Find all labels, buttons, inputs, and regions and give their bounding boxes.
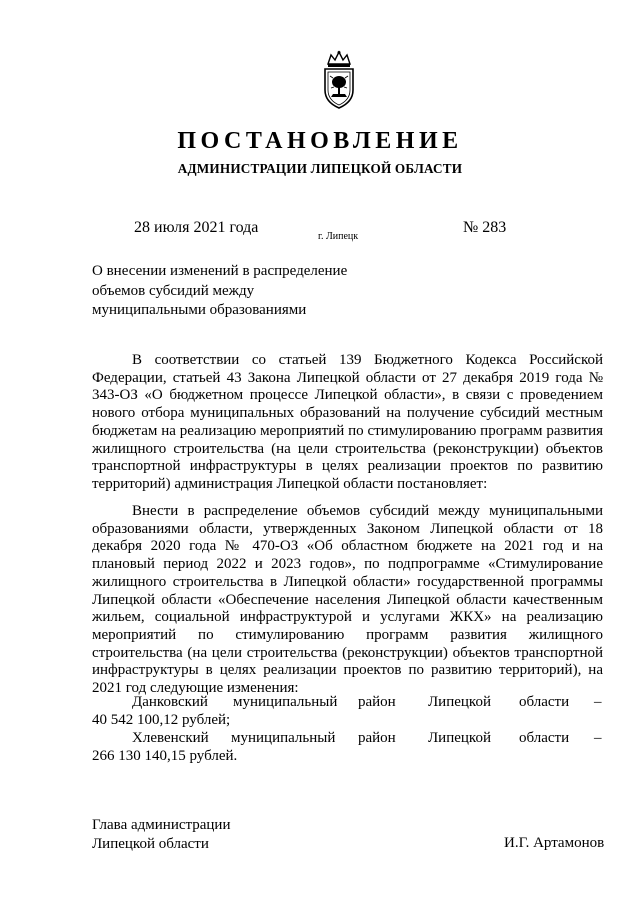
item-word: области xyxy=(519,730,570,746)
document-number: № 283 xyxy=(463,219,507,236)
item-word: муниципальный xyxy=(233,694,338,710)
item-word: Липецкой xyxy=(428,730,491,746)
item-word: Хлевенский xyxy=(132,730,209,746)
item-dash: – xyxy=(594,694,602,710)
item-word: Липецкой xyxy=(428,694,491,710)
signatory-position-line: Глава администрации xyxy=(92,817,231,833)
signatory-name: И.Г. Артамонов xyxy=(504,835,605,851)
item-word: район xyxy=(358,694,396,710)
coat-of-arms-icon xyxy=(318,50,360,110)
item-word: район xyxy=(358,730,396,746)
subject-line: объемов субсидий между xyxy=(92,282,255,299)
item-word: области xyxy=(519,694,570,710)
document-subject xyxy=(92,262,382,321)
body-paragraph-1: В соответствии со статьей 139 Бюджетного Кодекса Российской Федерации, статьей 43 Закона Липецкой области от 27 декабря 2019 года № 343-ОЗ «О бюджетном процессе Липецкой области», в связи с проведением нового отбора муниципальных образований на получение субсидий местным бюджетам на реализацию мероприятий по стимулированию программ развития жилищного строительства (на цели строительства (реконструкции) объектов транспортной инфраструктуры в целях реализации проектов по развитию территорий) администрация Липецкой области постановляет: xyxy=(92,352,603,492)
document-date: 28 июля 2021 года xyxy=(134,219,259,236)
signatory-position-line: Липецкой области xyxy=(92,836,209,852)
document-title: ПОСТАНОВЛЕНИЕ xyxy=(177,128,463,154)
item-word: Данковский xyxy=(132,694,208,710)
signatory-position xyxy=(92,816,230,854)
subject-line: муниципальными образованиями xyxy=(92,302,307,318)
subject-line: О внесении изменений в распределение xyxy=(92,263,348,279)
allocation-item xyxy=(92,694,603,712)
allocation-item xyxy=(92,730,603,748)
document-place: г. Липецк xyxy=(318,231,359,242)
allocation-amount: 266 130 140,15 рублей. xyxy=(92,748,238,764)
body-paragraph-2: Внести в распределение объемов субсидий между муниципальными образованиями области, утвержденных Законом Липецкой области от 18 декабря 2020 года № 470-ОЗ «Об областном бюджете на 2021 год и на плановый период 2022 и 2023 годов», по подпрограмме «Стимулирование жилищного строительства в Липецкой области» государственной программы Липецкой области «Обеспечение населения Липецкой области качественным жильем, социальной инфраструктурой и услугами ЖКХ» на реализацию мероприятий по стимулированию программ развития жилищного строительства (на цели строительства (реконструкции) объектов транспортной инфраструктуры в целях реализации проектов по развитию территорий), на 2021 год следующие изменения: xyxy=(92,503,603,697)
issuing-authority: АДМИНИСТРАЦИИ ЛИПЕЦКОЙ ОБЛАСТИ xyxy=(177,161,463,176)
allocation-amount: 40 542 100,12 рублей; xyxy=(92,712,231,728)
item-word: муниципальный xyxy=(231,730,336,746)
item-dash: – xyxy=(594,730,602,746)
